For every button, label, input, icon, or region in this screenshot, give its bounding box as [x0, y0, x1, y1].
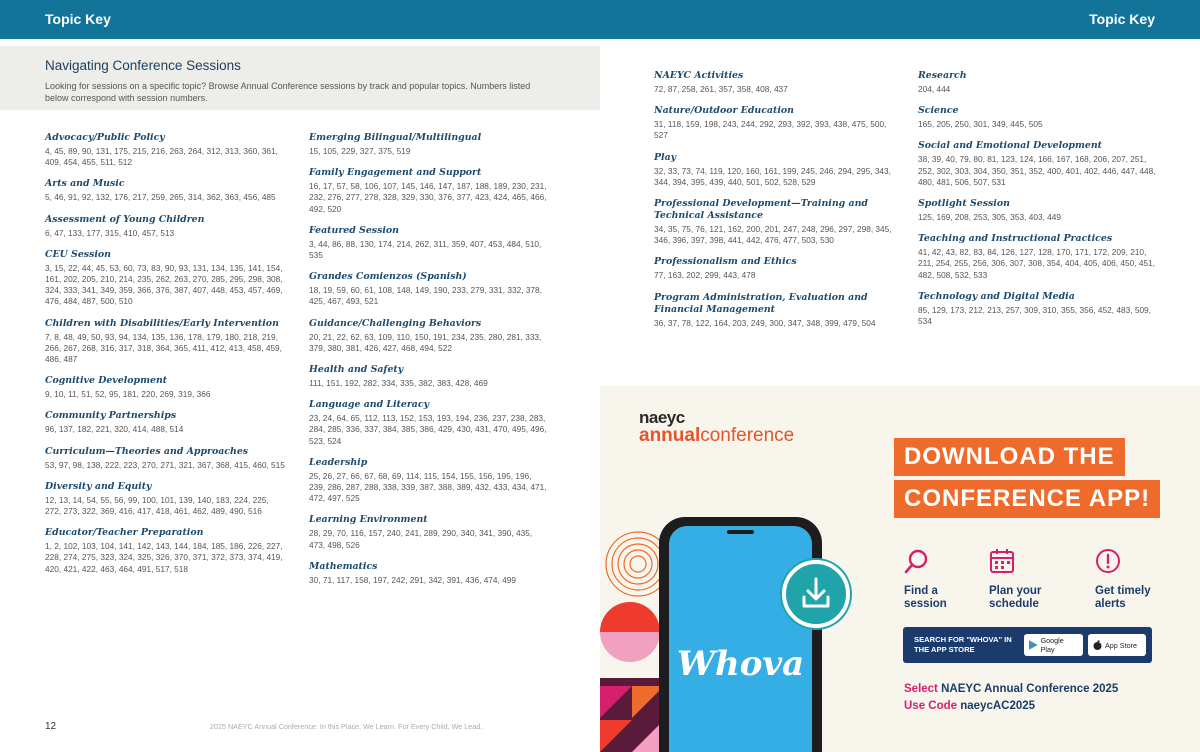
- topic-name: Featured Session: [309, 224, 399, 236]
- whova-app-name: Whova: [676, 644, 805, 684]
- topic-name: Cognitive Development: [45, 375, 168, 387]
- topic-entry: [654, 70, 894, 95]
- topic-session-numbers: 12, 13, 14, 54, 55, 56, 99, 100, 101, 139, 140, 183, 224, 225, 272, 273, 322, 369, 416, 417, 418, 461, 462, 489, 490, 516: [45, 494, 269, 517]
- app-store-label: App Store: [1105, 640, 1137, 650]
- topic-session-numbers: 31, 118, 159, 198, 243, 244, 292, 293, 392, 393, 438, 475, 500, 527: [654, 119, 887, 141]
- topic-name: Professionalism and Ethics: [654, 256, 797, 268]
- naeyc-annual-conference-logo: [639, 408, 794, 446]
- topic-entry: [654, 105, 894, 141]
- topic-name: Diversity and Equity: [45, 480, 152, 492]
- topic-session-numbers: 85, 129, 173, 212, 213, 257, 309, 310, 355, 356, 452, 483, 509, 534: [918, 304, 1151, 327]
- topic-name: Nature/Outdoor Education: [654, 105, 794, 117]
- topic-entry: [309, 399, 549, 447]
- topic-name: Professional Development—Training and Technical Assistance: [654, 198, 868, 222]
- topic-name: Teaching and Instructional Practices: [918, 233, 1113, 245]
- phone-mockup: [659, 517, 822, 752]
- page-number: 12: [45, 721, 57, 732]
- red-semicircle: [600, 602, 660, 632]
- alert-icon: [1095, 548, 1121, 574]
- topic-name: Children with Disabilities/Early Intervention: [45, 317, 279, 329]
- topic-session-numbers: 28, 29, 70, 116, 157, 240, 241, 289, 290, 340, 341, 390, 435, 473, 498, 526: [309, 528, 533, 550]
- topic-name: Play: [654, 151, 677, 163]
- google-play-label: Google Play: [1040, 636, 1064, 654]
- topic-entry: [654, 152, 894, 188]
- topic-session-numbers: 32, 33, 73, 74, 119, 120, 160, 161, 199, 245, 246, 294, 295, 343, 344, 394, 395, 439, 440, 501, 502, 528, 529: [654, 165, 891, 187]
- topic-entry: [918, 233, 1158, 281]
- topic-entry: [309, 167, 549, 215]
- topic-entry: [45, 527, 285, 575]
- topic-entry: [309, 225, 549, 261]
- topic-name: Science: [918, 105, 959, 117]
- topic-session-numbers: 15, 105, 229, 327, 375, 519: [309, 146, 411, 156]
- app-store-badge[interactable]: [1088, 634, 1146, 656]
- topic-name: NAEYC Activities: [654, 70, 744, 81]
- topic-entry: [45, 214, 285, 239]
- download-button[interactable]: [782, 560, 850, 628]
- topic-session-numbers: 30, 71, 117, 158, 197, 242, 291, 342, 391, 436, 474, 499: [309, 574, 516, 585]
- intro-text: Looking for sessions on a specific topic? Browse Annual Conference sessions by track and popular topics. Numbers listed below correspond with session numbers.: [45, 81, 531, 103]
- topic-name: Community Partnerships: [45, 410, 177, 422]
- topic-name: Health and Safety: [309, 364, 404, 376]
- topic-session-numbers: 25, 26, 27, 66, 67, 68, 69, 114, 115, 154, 155, 156, 195, 196, 239, 286, 287, 288, 338, 339, 387, 388, 389, 432, 433, 434, 471, 472, 497, 525: [309, 470, 547, 504]
- topic-entry: [45, 132, 285, 168]
- topic-name: Emerging Bilingual/Multilingual: [309, 132, 482, 143]
- feature-timely-alerts-label: Get timely alerts: [1095, 585, 1151, 610]
- topic-entry: [45, 446, 285, 471]
- logo-annual-conference: annualconference: [639, 425, 795, 446]
- topic-entry: [918, 291, 1158, 327]
- topic-session-numbers: 18, 19, 59, 60, 61, 108, 148, 149, 190, 233, 279, 331, 332, 378, 425, 467, 493, 521: [309, 285, 542, 307]
- topic-session-numbers: 77, 163, 202, 299, 443, 478: [654, 270, 756, 281]
- app-store-search-box: [903, 627, 1152, 663]
- topic-entry: [654, 198, 894, 246]
- topic-entry: [918, 140, 1158, 188]
- topic-session-numbers: 34, 35, 75, 76, 121, 162, 200, 201, 247, 248, 296, 297, 298, 345, 346, 396, 397, 398, 441, 442, 476, 477, 503, 530: [654, 224, 892, 246]
- topic-name: Family Engagement and Support: [309, 167, 482, 179]
- topic-entry: [654, 256, 894, 281]
- topic-entry: [45, 481, 285, 517]
- topic-session-numbers: 111, 151, 192, 282, 334, 335, 382, 383, 428, 469: [309, 378, 488, 389]
- topic-session-numbers: 96, 137, 182, 221, 320, 414, 488, 514: [45, 424, 184, 435]
- topic-column-2: [309, 132, 549, 596]
- search-whova-text: SEARCH FOR "WHOVA" IN THE APP STORE: [914, 635, 1012, 654]
- topic-name: Assessment of Young Children: [45, 213, 205, 225]
- topic-entry: [309, 457, 549, 505]
- topic-name: Advocacy/Public Policy: [45, 132, 165, 143]
- calendar-icon: [989, 548, 1015, 574]
- topic-name: Curriculum—Theories and Approaches: [45, 445, 249, 457]
- topic-key-title-left: Topic Key: [45, 11, 111, 27]
- phone-screen: [669, 526, 812, 752]
- topic-name: Arts and Music: [45, 178, 125, 190]
- topic-session-numbers: 3, 15, 22, 44, 45, 53, 60, 73, 83, 90, 93, 131, 134, 135, 141, 154, 161, 202, 205, 210, 214, 235, 262, 263, 270, 285, 295, 298, 308, 324, 333, 341, 349, 359, 366, 376, 387, 407, 448, 453, 457, 469, 476, 484, 487, 500, 510: [45, 262, 283, 307]
- topic-name: Educator/Teacher Preparation: [45, 527, 204, 539]
- topic-key-title-right: Topic Key: [1089, 11, 1155, 27]
- feature-find-session-label: Find a session: [904, 585, 947, 610]
- topic-session-numbers: 4, 45, 89, 90, 131, 175, 215, 216, 263, 264, 312, 313, 360, 361, 409, 454, 455, 511, 512: [45, 146, 278, 168]
- topic-entry: [309, 561, 549, 586]
- topic-entry: [918, 198, 1158, 223]
- topic-session-numbers: 7, 8, 48, 49, 50, 93, 94, 134, 135, 136, 178, 179, 180, 218, 219, 266, 267, 268, 316, 317, 318, 364, 365, 411, 412, 413, 458, 459, 486, 487: [45, 331, 282, 365]
- topic-entry: [309, 132, 549, 157]
- topic-session-numbers: 9, 10, 11, 51, 52, 95, 181, 220, 269, 319, 366: [45, 389, 211, 400]
- intro-title: Navigating Conference Sessions: [45, 58, 241, 73]
- topic-name: Guidance/Challenging Behaviors: [309, 317, 482, 329]
- topic-name: Language and Literacy: [309, 399, 430, 411]
- top-banner: [0, 0, 1200, 39]
- google-play-icon: [1029, 640, 1038, 650]
- topic-session-numbers: 1, 2, 102, 103, 104, 141, 142, 143, 144, 184, 185, 186, 226, 227, 228, 274, 275, 323, 324, 325, 326, 370, 371, 372, 373, 374, 419, 420, 421, 422, 463, 464, 491, 517, 518: [45, 541, 283, 574]
- select-line: Select NAEYC Annual Conference 2025: [904, 683, 1119, 695]
- app-promo-panel: [600, 386, 1200, 752]
- topic-session-numbers: 23, 24, 64, 65, 112, 113, 152, 153, 193, 194, 236, 237, 238, 283, 284, 285, 336, 337, 384, 385, 386, 429, 430, 431, 470, 495, 496, 523, 524: [309, 413, 547, 446]
- topic-session-numbers: 5, 46, 91, 92, 132, 176, 217, 259, 265, 314, 362, 363, 456, 485: [45, 192, 276, 203]
- phone-notch: [727, 530, 754, 534]
- topic-name: Research: [918, 70, 967, 81]
- topic-name: Learning Environment: [309, 514, 428, 526]
- topic-column-4: [918, 70, 1158, 337]
- footer-tagline: 2025 NAEYC Annual Conference: In this Place, We Learn. For Every Child, We Lead.: [210, 722, 483, 731]
- topic-entry: [45, 249, 285, 308]
- intro-box: [0, 46, 600, 110]
- feature-plan-schedule-label: Plan your schedule: [989, 585, 1042, 610]
- topic-name: Social and Emotional Development: [918, 140, 1102, 152]
- download-icon: [786, 564, 846, 624]
- topic-session-numbers: 36, 37, 78, 122, 164, 203, 249, 300, 347, 348, 399, 479, 504: [654, 317, 876, 328]
- headline-download: DOWNLOAD THE: [894, 438, 1125, 476]
- topic-entry: [309, 364, 549, 389]
- headline-conference-app: CONFERENCE APP!: [894, 480, 1160, 518]
- feature-find-session: [904, 548, 947, 611]
- search-icon: [904, 548, 930, 574]
- topic-name: Mathematics: [309, 560, 378, 572]
- topic-name: Program Administration, Evaluation and Financial Management: [654, 291, 868, 315]
- topic-session-numbers: 16, 17, 57, 58, 106, 107, 145, 146, 147, 187, 188, 189, 230, 231, 232, 276, 277, 278, 328, 329, 330, 376, 377, 423, 424, 465, 466, 492, 520: [309, 181, 547, 214]
- topic-session-numbers: 6, 47, 133, 177, 315, 410, 457, 513: [45, 227, 175, 238]
- topic-name: Technology and Digital Media: [918, 290, 1075, 302]
- topic-session-numbers: 125, 169, 208, 253, 305, 353, 403, 449: [918, 212, 1062, 223]
- topic-entry: [309, 514, 549, 550]
- topic-session-numbers: 20, 21, 22, 62, 63, 109, 110, 150, 191, 234, 235, 280, 281, 333, 379, 380, 381, 426, 427, 468, 494, 522: [309, 331, 542, 353]
- topic-entry: [45, 410, 285, 435]
- topic-name: Spotlight Session: [918, 198, 1010, 210]
- topic-session-numbers: 53, 97, 98, 138, 222, 223, 270, 271, 321, 367, 368, 415, 460, 515: [45, 459, 285, 470]
- feature-timely-alerts: [1095, 548, 1151, 611]
- topic-entry: [45, 178, 285, 203]
- logo-naeyc: naeyc: [639, 408, 685, 427]
- topic-session-numbers: 41, 42, 43, 82, 83, 84, 126, 127, 128, 170, 171, 172, 209, 210, 211, 254, 255, 256, 306, 307, 308, 354, 404, 405, 406, 450, 451, 482, 508, 532, 533: [918, 247, 1155, 280]
- topic-entry: [45, 375, 285, 400]
- topic-column-3: [654, 70, 894, 339]
- pink-semicircle: [600, 632, 660, 662]
- topic-name: CEU Session: [45, 248, 111, 260]
- topic-session-numbers: 204, 444: [918, 84, 951, 94]
- topic-entry: [654, 292, 894, 329]
- apple-icon: [1093, 640, 1102, 650]
- topic-entry: [45, 318, 285, 366]
- topic-entry: [309, 318, 549, 354]
- topic-session-numbers: 3, 44, 86, 88, 130, 174, 214, 262, 311, 359, 407, 453, 484, 510, 535: [309, 238, 542, 261]
- topic-entry: [309, 271, 549, 307]
- feature-plan-schedule: [989, 548, 1041, 611]
- code-line: Use Code naeycAC2025: [904, 700, 1036, 712]
- topic-column-1: [45, 132, 285, 585]
- topic-entry: [918, 70, 1158, 95]
- topic-session-numbers: 165, 205, 250, 301, 349, 445, 505: [918, 119, 1043, 130]
- topic-session-numbers: 72, 87, 258, 261, 357, 358, 408, 437: [654, 84, 788, 94]
- select-and-code-instructions: [904, 681, 1118, 715]
- topic-name: Leadership: [309, 456, 368, 468]
- topic-entry: [918, 105, 1158, 130]
- google-play-badge[interactable]: [1024, 634, 1083, 656]
- topic-name: Grandes Comienzos (Spanish): [309, 271, 467, 283]
- topic-session-numbers: 38, 39, 40, 79, 80, 81, 123, 124, 166, 167, 168, 206, 207, 251, 252, 302, 303, 304, 350, 351, 352, 400, 401, 402, 446, 447, 448, 480, 481, 506, 507, 531: [918, 154, 1156, 187]
